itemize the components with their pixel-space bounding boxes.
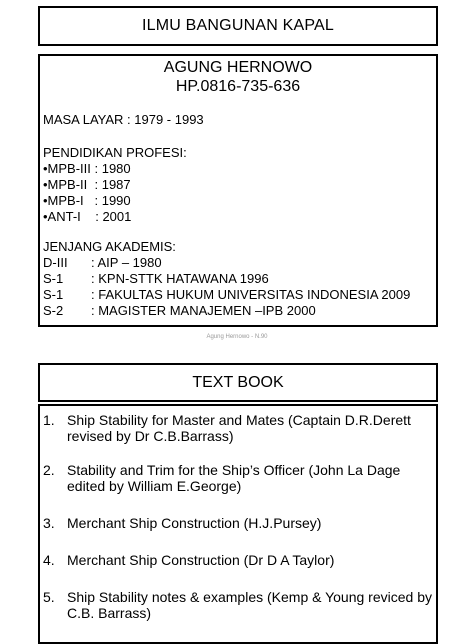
academic-detail: : FAKULTAS HUKUM UNIVERSITAS INDONESIA 2009 <box>91 287 411 302</box>
academic-heading: JENJANG AKADEMIS: <box>43 239 176 254</box>
list-number: 3. <box>43 515 55 531</box>
textbook-title-box <box>38 363 438 402</box>
academic-detail: : KPN-STTK HATAWANA 1996 <box>91 271 269 286</box>
author-name: AGUNG HERNOWO <box>163 59 313 76</box>
profession-item: •MPB-III : 1980 <box>43 161 131 176</box>
sea-period: MASA LAYAR : 1979 - 1993 <box>43 112 204 127</box>
textbook-title: TEXT BOOK <box>192 374 284 391</box>
list-item <box>43 589 435 621</box>
list-number: 1. <box>43 412 55 428</box>
academic-level: S-1 <box>43 271 64 286</box>
profile-box <box>38 54 438 327</box>
book-title: Merchant Ship Construction (Dr D A Taylor) <box>67 552 335 568</box>
title-box <box>38 6 438 46</box>
academic-level: D-III <box>43 255 68 270</box>
book-title: Ship Stability for Master and Mates (Captain D.R.Derett revised by Dr C.B.Barrass) <box>67 412 411 444</box>
book-title: Stability and Trim for the Ship’s Officer (John La Dage edited by William E.George) <box>67 462 401 494</box>
book-title: Ship Stability notes & examples (Kemp & Young reviced by C.B. Barrass) <box>67 589 432 621</box>
academic-detail: : AIP – 1980 <box>91 255 162 270</box>
list-item <box>43 552 435 568</box>
academic-detail: : MAGISTER MANAJEMEN –IPB 2000 <box>91 303 316 318</box>
academic-row <box>43 303 316 318</box>
list-number: 4. <box>43 552 55 568</box>
list-item <box>43 515 435 531</box>
list-number: 5. <box>43 589 55 605</box>
list-item <box>43 412 435 444</box>
academic-level: S-2 <box>43 303 64 318</box>
academic-level: S-1 <box>43 287 64 302</box>
author-phone: HP.0816-735-636 <box>175 78 301 95</box>
profession-heading: PENDIDIKAN PROFESI: <box>43 145 187 160</box>
profession-item: •MPB-II : 1987 <box>43 177 131 192</box>
book-title: Merchant Ship Construction (H.J.Pursey) <box>67 515 322 531</box>
profession-item: •MPB-I : 1990 <box>43 193 131 208</box>
document-title: ILMU BANGUNAN KAPAL <box>142 17 334 34</box>
list-number: 2. <box>43 462 55 478</box>
list-item <box>43 462 435 494</box>
academic-row <box>43 271 269 286</box>
slide-footer: Agung Hernowo - N.90 <box>206 334 268 340</box>
academic-row <box>43 255 162 270</box>
profession-item: •ANT-I : 2001 <box>43 209 132 224</box>
academic-row <box>43 287 410 302</box>
textbook-list <box>38 404 438 644</box>
